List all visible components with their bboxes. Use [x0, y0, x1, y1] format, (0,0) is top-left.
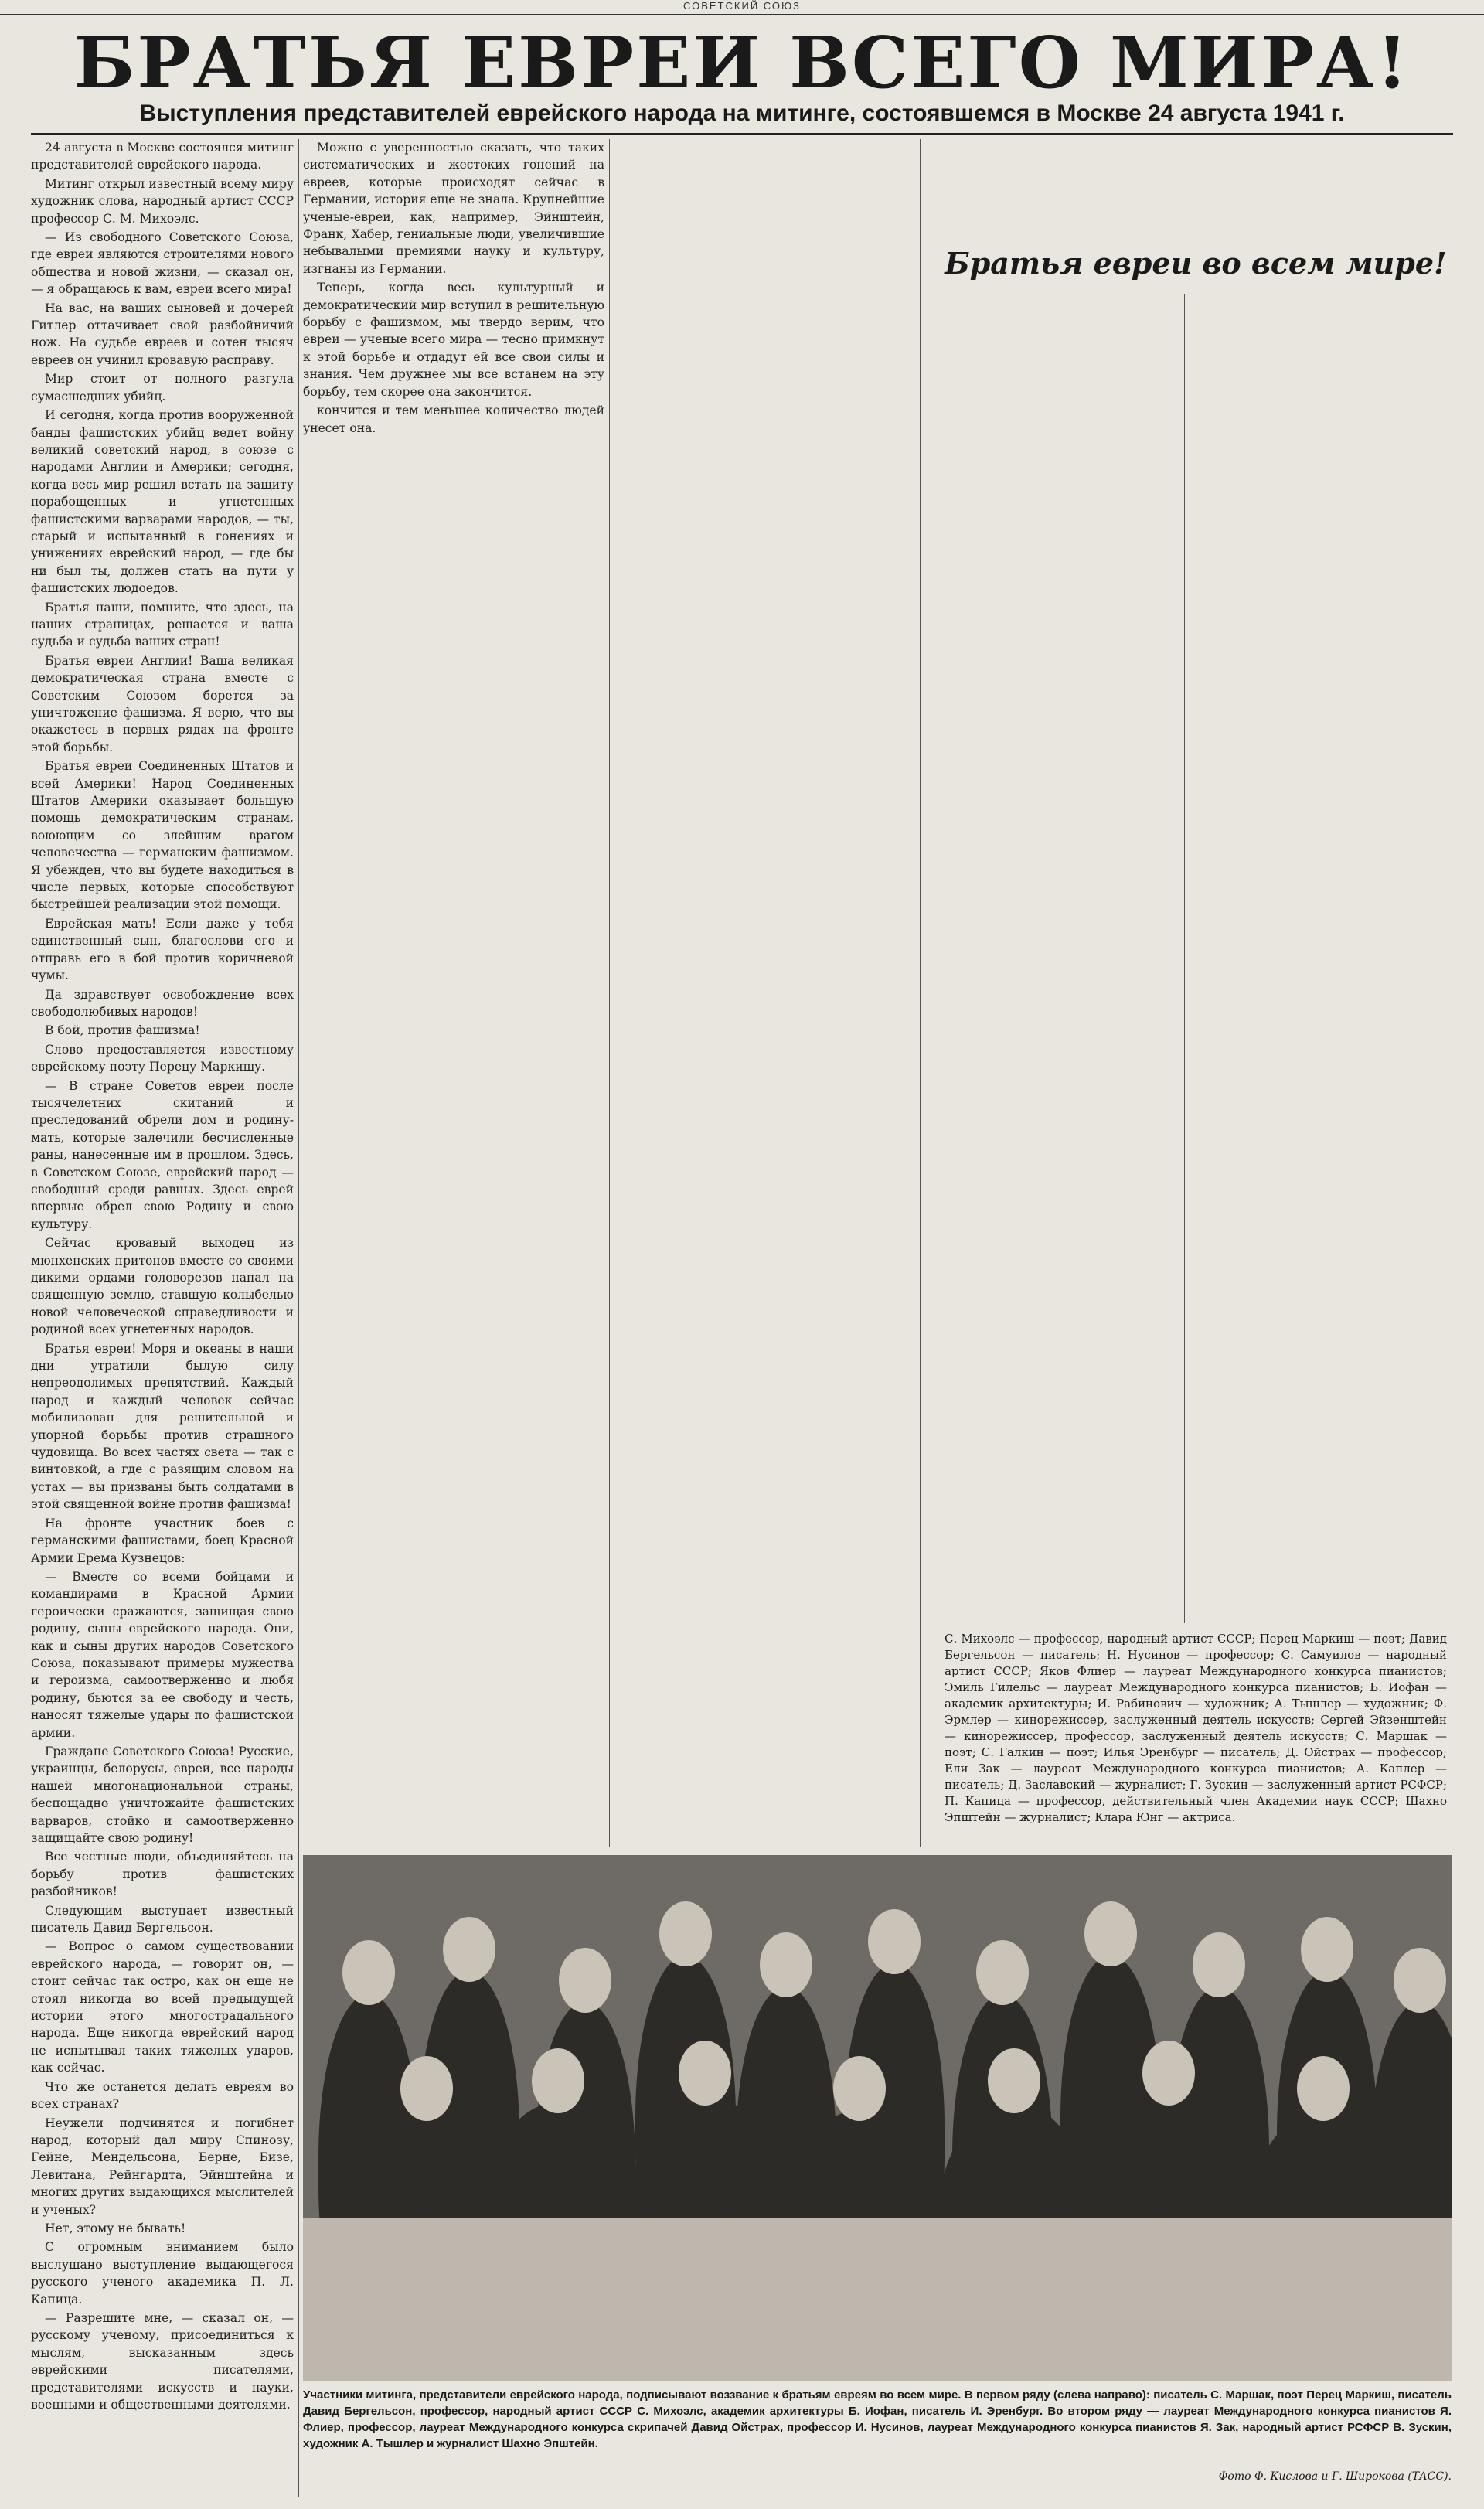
article-paragraph: кончится и тем меньшее количество людей унесет она.: [303, 403, 604, 435]
photo-person-face: [868, 1909, 921, 1974]
article-paragraph: — Вопрос о самом существовании еврейского народа, — говорит он, — стоит сейчас так остро, как он еще не стоял никогда во всей предыдущей истории этого многострадального народа. Еще никогда еврейский народ не испытывал таких тяжелых ударов, как сейчас.: [31, 1939, 294, 2075]
section-title: Братья евреи во всем мире!: [945, 246, 1447, 281]
photo-person-face: [1193, 1932, 1245, 1997]
signatories-list: С. Михоэлс — профессор, народный артист СССР; Перец Маркиш — поэт; Давид Бергельсон — писатель; Н. Нусинов — профессор; С. Самуилов — народный артист СССР; Яков Флиер — лауреат Международного конкурса пианистов; Эмиль Гилельс — лауреат Международного конкурса пианистов; Б. Иофан — академик архитектуры; И. Рабинович — художник; А. Тышлер — художник; Ф. Эрмлер — кинорежиссер, заслуженный деятель искусств; Сергей Эйзенштейн — кинорежиссер, профессор, заслуженный деятель искусств; С. Маршак — поэт; С. Галкин — поэт; Илья Эренбург — писатель; Д. Ойстрах — профессор; Ели Зак — лауреат Международного конкурса пианистов; А. Каплер — писатель; Д. Заславский — журналист; Г. Зускин — заслуженный артист РСФСР; П. Капица — профессор, действительный член Академии наук СССР; Шахно Эпштейн — журналист; Клара Юнг — актриса.: [945, 1632, 1447, 1824]
article-paragraph: И сегодня, когда против вооруженной банды фашистских убийц ведет войну великий советский народ, в союзе с народами Англии и Америки; сегодня, когда весь мир решил встать на защиту порабощенных и угнетенных фашистскими варварами народов, — ты, старый и испытанный в гонениях и унижениях еврейский народ, — где бы ни был ты, должен стать на пути у фашистских людоедов.: [31, 408, 294, 596]
article-paragraph: Мир стоит от полного разгула сумасшедших убийц.: [31, 372, 294, 403]
article-paragraph: Все честные люди, объединяйтесь на борьбу против фашистских разбойников!: [31, 1850, 294, 1899]
meeting-photo: [303, 1855, 1452, 2381]
column-divider: [298, 139, 299, 2497]
photo-person-face: [833, 2056, 886, 2121]
page-headline: БРАТЬЯ ЕВРЕИ ВСЕГО МИРА!: [73, 21, 1411, 104]
photo-person-face: [988, 2048, 1040, 2113]
photo-person-face: [1142, 2041, 1195, 2106]
photo-person-face: [1297, 2056, 1350, 2121]
article-paragraph: В бой, против фашизма!: [45, 1023, 200, 1038]
photo-person-face: [659, 1901, 712, 1966]
photo-person-face: [976, 1940, 1029, 2005]
article-paragraph: Еврейская мать! Если даже у тебя единственный сын, благослови его и отправь его в бой против коричневой чумы.: [31, 916, 294, 983]
article-paragraph: Братья евреи! Моря и океаны в наши дни утратили былую силу непреодолимых препятствий. Каждый народ и каждый человек сейчас мобилизован для решительной и упорной борьбы против страшного чудовища. Во всех частях света — так с винтовкой, а где с разящим словом на устах — вы призваны быть солдатами в этой священной войне против фашизма!: [31, 1341, 294, 1512]
article-paragraph: Следующим выступает известный писатель Давид Бергельсон.: [31, 1903, 294, 1935]
article-paragraph: Неужели подчинятся и погибнет народ, который дал миру Спинозу, Гейне, Мендельсона, Берне, Бизе, Левитана, Рейнгардта, Эйнштейна и многих других выдающихся мыслителей и ученых?: [31, 2116, 294, 2217]
photo-credit: Фото Ф. Кислова и Г. Широкова (ТАСС).: [1218, 2470, 1452, 2483]
article-paragraph: Митинг открыл известный всему миру художник слова, народный артист СССР профессор С. М. Михоэлс.: [31, 176, 294, 226]
article-paragraph: Братья наши, помните, что здесь, на наших страницах, решается и ваша судьба и судьба ваших стран!: [31, 600, 294, 649]
article-paragraph: На фронте участник боев с германскими фашистами, боец Красной Армии Ерема Кузнецов:: [31, 1516, 294, 1565]
article-paragraph: Братья евреи Соединенных Штатов и всей Америки! Народ Соединенных Штатов Америки оказывает большую помощь демократическим странам, воюющим со злейшим врагом человечества — германским фашизмом. Я убежден, что вы будете находиться в числе первых, которые способствуют быстрейшей реализации этой помощи.: [31, 759, 294, 912]
photo-caption: Участники митинга, представители еврейского народа, подписывают воззвание к братьям евреям во всем мире. В первом ряду (слева направо): писатель С. Маршак, поэт Перец Маркиш, писатель Давид Бергельсон, профессор, народный артист СССР С. Михоэлс, академик архитектуры Б. Иофан, писатель И. Эренбург. Во втором ряду — лауреат Международного конкурса пианистов Я. Флиер, профессор, лауреат Международного конкурса скрипачей Давид Ойстрах, профессор И. Нусинов, лауреат Международного конкурса пианистов Я. Зак, народный артист РСФСР В. Зускин, художник А. Тышлер и журналист Шахно Эпштейн.: [303, 2388, 1452, 2450]
photo-person-face: [1084, 1901, 1137, 1966]
article-column-5: [1189, 294, 1452, 1623]
article-paragraph: На вас, на ваших сыновей и дочерей Гитлер оттачивает свой разбойничий нож. На судьбе евреев и сотен тысяч евреев он учинил кровавую расправу.: [31, 301, 294, 367]
article-paragraph: Нет, этому не бывать!: [45, 2221, 186, 2235]
photo-table: [303, 2218, 1452, 2381]
article-paragraph: Граждане Советского Союза! Русские, украинцы, белорусы, евреи, все народы нашей многонациональной страны, беспощадно уничтожайте фашистских варваров, стойко и самоотверженно защищайте свою родину!: [31, 1744, 294, 1845]
column-divider: [609, 139, 610, 1847]
article-paragraph: С огромным вниманием было выслушано выступление выдающегося русского ученого академика П. Л. Капица.: [31, 2240, 294, 2306]
photo-person-face: [760, 1932, 812, 1997]
photo-person-face: [400, 2056, 453, 2121]
column-divider: [1184, 294, 1185, 1623]
photo-person-face: [532, 2048, 584, 2113]
article-column-2: [303, 139, 604, 1847]
column-divider: [920, 139, 921, 1847]
article-paragraph: — Разрешите мне, — сказал он, — русскому ученому, присоединиться к мыслям, высказанным здесь еврейскими писателями, представителями искусств и науки, военными и общественными деятелями.: [31, 2310, 294, 2412]
photo-person-face: [679, 2041, 731, 2106]
article-paragraph: 24 августа в Москве состоялся митинг представителей еврейского народа.: [31, 141, 294, 172]
page-subheadline: Выступления представителей еврейского народа на митинге, состоявшемся в Москве 24 августа 1941 г.: [139, 100, 1345, 126]
article-paragraph: Слово предоставляется известному еврейскому поэту Перецу Маркишу.: [31, 1042, 294, 1074]
article-paragraph: Теперь, когда весь культурный и демократический мир вступил в решительную борьбу с фашизмом, мы твердо верим, что евреи — ученые всего мира — тесно примкнут к этой борьбе и отдадут ей все свои силы и знания. Чем дружнее мы все встанем на эту борьбу, тем скорее она закончится.: [303, 281, 604, 399]
newspaper-masthead-strip: СОВЕТСКИЙ СОЮЗ: [0, 0, 1484, 15]
article-paragraph: Да здравствует освобождение всех свободолюбивых народов!: [31, 987, 294, 1019]
photo-person-face: [1301, 1917, 1353, 1982]
article-paragraph: Сейчас кровавый выходец из мюнхенских притонов вместе со своими дикими ордами головорезов напал на священную землю, ставшую колыбелью новой человеческой справедливости и родиной всех угнетенных народов.: [31, 1236, 294, 1337]
article-column-3: [614, 139, 915, 1847]
article-column-4: [924, 294, 1179, 1623]
article-paragraph: Можно с уверенностью сказать, что таких систематических и жестоких гонений на евреев, которые происходят сейчас в Германии, история еще не знала. Крупнейшие ученые-евреи, как, например, Эйнштейн, Франк, Хабер, гениальные люди, увеличившие небывалыми премиями науку и культуру, изгнаны из Германии.: [303, 141, 604, 276]
article-paragraph: — Вместе со всеми бойцами и командирами в Красной Армии героически сражаются, защищая свою родину, сыны еврейского народа. Они, как и сыны других народов Советского Союза, показывают примеры мужества и героизма, самоотверженно и любя родину, бьются за ее свободу и честь, наносят тяжелые удары по фашистской армии.: [31, 1569, 294, 1740]
photo-person-face: [1394, 1948, 1446, 2013]
photo-person-face: [443, 1917, 495, 1982]
article-paragraph: — Из свободного Советского Союза, где евреи являются строителями нового общества и новой жизни, — сказал он, — я обращаюсь к вам, евреи всего мира!: [31, 230, 294, 297]
photo-person-face: [559, 1948, 611, 2013]
article-paragraph: — В стране Советов евреи после тысячелетних скитаний и преследований обрели дом и родину-мать, которые залечили бесчисленные раны, нанесенные им в прошлом. Здесь, в Советском Союзе, еврейский народ — свободный среди равных. Здесь еврей впервые обрел свою Родину и свою культуру.: [31, 1078, 294, 1231]
photo-person-face: [342, 1940, 395, 2005]
header-rule: [31, 133, 1453, 135]
article-paragraph: Что же останется делать евреям во всех странах?: [31, 2079, 294, 2112]
article-paragraph: Братья евреи Англии! Ваша великая демократическая страна вместе с Советским Союзом борется за уничтожение фашизма. Я верю, что вы окажетесь в первых рядах на фронте этой борьбы.: [31, 653, 294, 754]
article-column-1: [31, 139, 294, 2497]
